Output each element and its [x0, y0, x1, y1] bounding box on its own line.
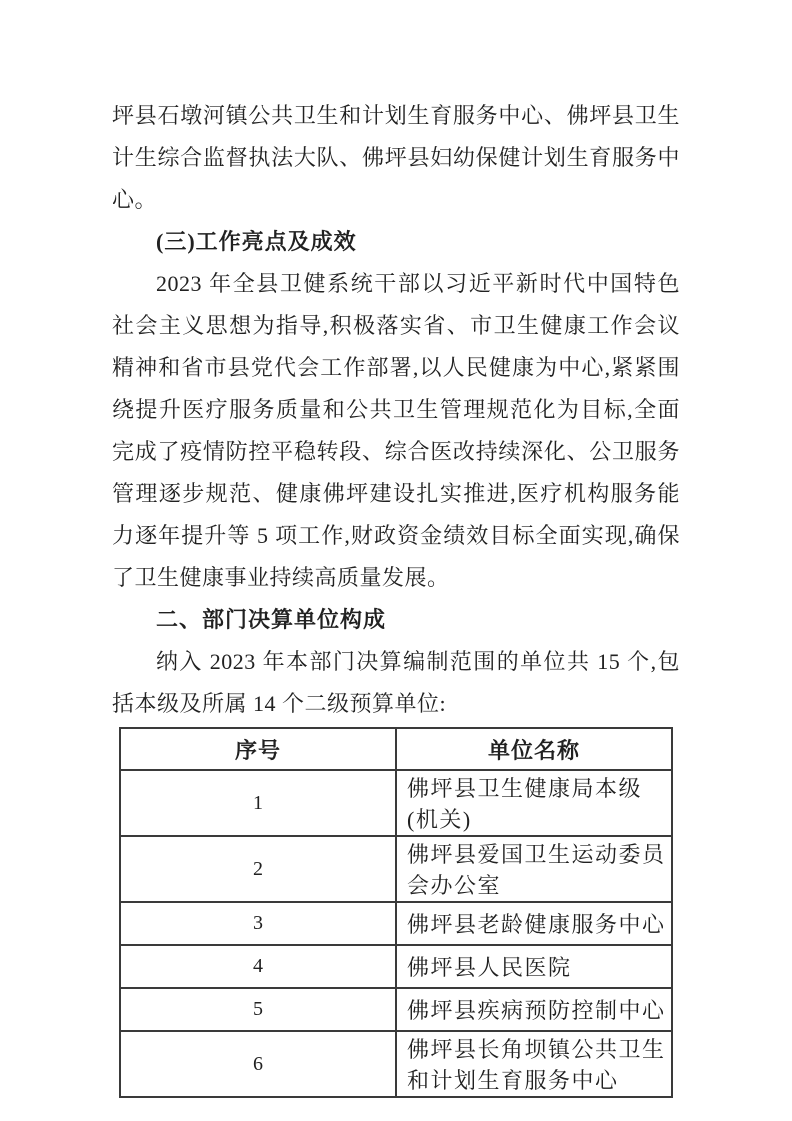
units-intro-paragraph: 纳入 2023 年本部门决算编制范围的单位共 15 个,包括本级及所属 14 个二级预算单位:: [112, 649, 680, 716]
table-row: [120, 836, 672, 902]
row-index-cell: 4: [120, 945, 396, 988]
row-index-cell: 3: [120, 902, 396, 945]
table-header-index: 序号: [120, 728, 396, 770]
unit-name-cell: 佛坪县长角坝镇公共卫生和计划生育服务中心: [396, 1031, 672, 1097]
row-index-cell: 2: [120, 836, 396, 902]
table-row: [120, 902, 672, 945]
units-table: [119, 727, 673, 1098]
section-heading-highlights: (三)工作亮点及成效: [156, 229, 357, 254]
row-index-cell: 5: [120, 988, 396, 1031]
unit-name-cell: 佛坪县人民医院: [396, 945, 672, 988]
table-header-row: [120, 728, 672, 770]
table-row: [120, 770, 672, 836]
continuation-paragraph: 坪县石墩河镇公共卫生和计划生育服务中心、佛坪县卫生计生综合监督执法大队、佛坪县妇幼保健计划生育服务中心。: [112, 103, 680, 212]
section-heading-unit-composition: 二、部门决算单位构成: [156, 607, 387, 632]
unit-name-cell: 佛坪县爱国卫生运动委员会办公室: [396, 836, 672, 902]
unit-name-cell: 佛坪县卫生健康局本级(机关): [396, 770, 672, 836]
table-row: [120, 988, 672, 1031]
table-header-unit-name: 单位名称: [396, 728, 672, 770]
row-index-cell: 6: [120, 1031, 396, 1097]
highlights-paragraph: 2023 年全县卫健系统干部以习近平新时代中国特色社会主义思想为指导,积极落实省、市卫生健康工作会议精神和省市县党代会工作部署,以人民健康为中心,紧紧围绕提升医疗服务质量和公共卫生管理规范化为目标,全面完成了疫情防控平稳转段、综合医改持续深化、公卫服务管理逐步规范、健康佛坪建设扎实推进,医疗机构服务能力逐年提升等 5 项工作,财政资金绩效目标全面实现,确保了卫生健康事业持续高质量发展。: [112, 271, 680, 590]
unit-name-cell: 佛坪县老龄健康服务中心: [396, 902, 672, 945]
table-row: [120, 945, 672, 988]
document-content: [112, 95, 680, 1098]
row-index-cell: 1: [120, 770, 396, 836]
unit-name-cell: 佛坪县疾病预防控制中心: [396, 988, 672, 1031]
table-row: [120, 1031, 672, 1097]
